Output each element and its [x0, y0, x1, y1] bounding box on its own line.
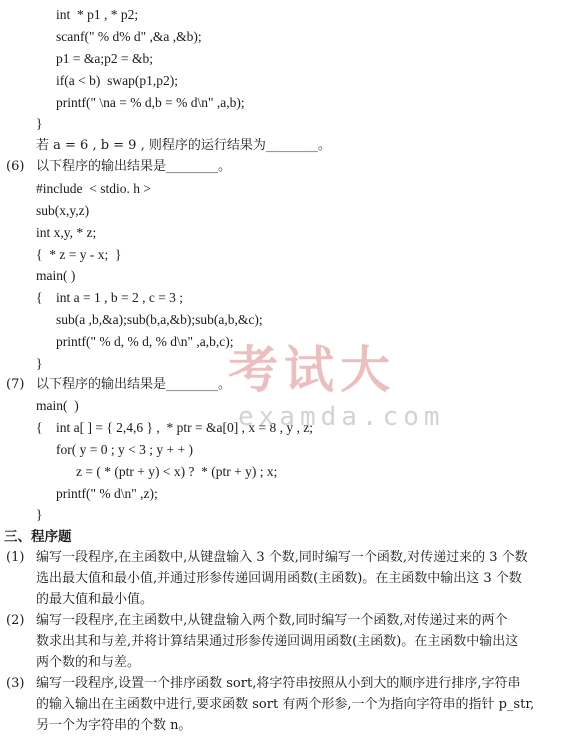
- code-line: main( ): [36, 398, 79, 413]
- code-line: sub(a ,b,&a);sub(b,a,&b);sub(a,b,&c);: [56, 312, 263, 327]
- code-line: }: [36, 116, 43, 131]
- problem-2-label: (2): [6, 613, 25, 628]
- problem-3-line: 的输入输出在主函数中进行,要求函数 sort 有两个形参,一个为指向字符串的指针 p_str,: [36, 697, 535, 712]
- code-line: { int a = 1 , b = 2 , c = 3 ;: [36, 290, 184, 305]
- code-line: for( y = 0 ; y < 3 ; y + + ): [56, 442, 193, 457]
- code-line: scanf(" % d% d" ,&a ,&b);: [56, 29, 202, 44]
- question-7-label: (7): [6, 377, 25, 392]
- watermark-url: examda.com: [238, 402, 445, 432]
- problem-2-line: 两个数的和与差。: [36, 655, 141, 670]
- code-line: sub(x,y,z): [36, 203, 90, 218]
- code-line: }: [36, 507, 43, 522]
- problem-1-line: 的最大值和最小值。: [36, 592, 154, 607]
- code-line: }: [36, 356, 43, 371]
- problem-3-line: 另一个为字符串的个数 n。: [36, 718, 192, 733]
- problem-3-label: (3): [6, 676, 25, 691]
- problem-3-line: 编写一段程序,设置一个排序函数 sort,将字符串按照从小到大的顺序进行排序,字符串: [36, 676, 521, 691]
- question-7-text: 以下程序的输出结果是________。: [36, 377, 232, 392]
- problem-1-line: 选出最大值和最小值,并通过形参传递回调用函数(主函数)。在主函数中输出这 3 个数: [36, 571, 522, 586]
- problem-1-line: 编写一段程序,在主函数中,从键盘输入 3 个数,同时编写一个函数,对传递过来的 3 个数: [36, 550, 528, 565]
- code-line: if(a < b) swap(p1,p2);: [56, 73, 178, 88]
- code-line: printf(" % d, % d, % d\n" ,a,b,c);: [56, 334, 234, 349]
- question-6-text: 以下程序的输出结果是________。: [36, 159, 232, 174]
- code-line: z = ( * (ptr + y) < x) ? * (ptr + y) ; x;: [76, 464, 278, 479]
- code-line: { * z = y - x; }: [36, 247, 122, 262]
- code-line: printf(" \na = % d,b = % d\n" ,a,b);: [56, 95, 245, 110]
- code-line: { int a[ ] = { 2,4,6 } , * ptr = &a[0] , x = 8 , y , z;: [36, 420, 313, 435]
- watermark-logo-text: 考试大: [228, 341, 396, 399]
- code-line: p1 = &a;p2 = &b;: [56, 51, 153, 66]
- problem-2-line: 数求出其和与差,并将计算结果通过形参传递回调用函数(主函数)。在主函数中输出这: [36, 634, 519, 649]
- code-line: printf(" % d\n" ,z);: [56, 486, 158, 501]
- question-6-label: (6): [6, 159, 25, 174]
- code-line: main( ): [36, 268, 76, 283]
- problem-2-line: 编写一段程序,在主函数中,从键盘输入两个数,同时编写一个函数,对传递过来的两个: [36, 613, 508, 628]
- problem-1-label: (1): [6, 550, 25, 565]
- code-line: int x,y, * z;: [36, 225, 97, 240]
- code-line: #include < stdio. h >: [36, 181, 151, 196]
- code-line: int * p1 , * p2;: [56, 7, 139, 22]
- section-heading: 三、程序题: [4, 529, 72, 545]
- question-5-tail: 若 a = 6 , b = 9 , 则程序的运行结果为________。: [36, 138, 331, 153]
